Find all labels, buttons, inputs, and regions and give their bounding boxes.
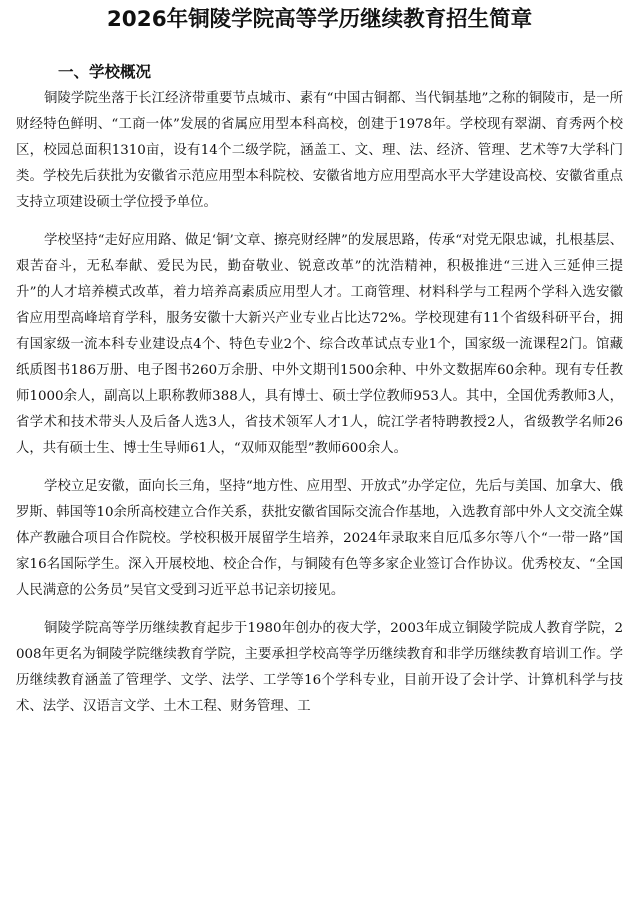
- document-title: 2026年铜陵学院高等学历继续教育招生简章: [106, 7, 533, 32]
- section-heading-school-overview: 一、学校概况: [58, 63, 152, 81]
- paragraph-international-cooperation: 学校立足安徽，面向长三角，坚持“地方性、应用型、开放式”办学定位，先后与美国、加拿大、俄罗斯、韩国等10余所高校建立合作关系，获批安徽省国际交流合作基地，入选教育部中外人文交流全媒体产教融合项目合作院校。学校积极开展留学生培养，2024年录取来自厄瓜多尔等八个“一带一路”国家16名国际学生。深入开展校地、校企合作，与铜陵有色等多家企业签订合作协议。优秀校友、“全国人民满意的公务员”吴官文受到习近平总书记亲切接见。: [16, 479, 623, 598]
- paragraph-continuing-education: 铜陵学院高等学历继续教育起步于1980年创办的夜大学，2003年成立铜陵学院成人教育学院，2008年更名为铜陵学院继续教育学院，主要承担学校高等学历继续教育和非学历继续教育培训工作。学历继续教育涵盖了管理学、文学、法学、工学等16个学科专业，目前开设了会计学、计算机科学与技术、法学、汉语言文学、土木工程、财务管理、工: [16, 621, 623, 714]
- paragraph-location-overview: 铜陵学院坐落于长江经济带重要节点城市、素有“中国古铜都、当代铜基地”之称的铜陵市，是一所财经特色鲜明、“工商一体”发展的省属应用型本科高校，创建于1978年。学校现有翠湖、育秀两个校区，校园总面积1310亩，设有14个二级学院，涵盖工、文、理、法、经济、管理、艺术等7大学科门类。学校先后获批为安徽省示范应用型本科院校、安徽省地方应用型高水平大学建设高校、安徽省重点支持立项建设硕士学位授予单位。: [16, 91, 623, 210]
- paragraph-development-faculty: 学校坚持“走好应用路、做足‘铜’文章、擦亮财经牌”的发展思路，传承“对党无限忠诚，扎根基层、艰苦奋斗，无私奉献、爱民为民，勤奋敬业、锐意改革”的沈浩精神，积极推进“三进入三延伸三提升”的人才培养模式改革，着力培养高素质应用型人才。工商管理、材料科学与工程两个学科入选安徽省应用型高峰培育学科，服务安徽十大新兴产业专业占比达72%。学校现建有11个省级科研平台，拥有国家级一流本科专业建设点4个、特色专业2个、综合改革试点专业1个，国家级一流课程2门。馆藏纸质图书186万册、电子图书260万余册、中外文期刊1500余种、中外文数据库60余种。现有专任教师1000余人，副高以上职称教师388人，具有博士、硕士学位教师953人。其中，全国优秀教师3人，省学术和技术带头人及后备人选3人，省技术领军人才1人，皖江学者特聘教授2人，省级教学名师26人，共有硕士生、博士生导师61人，“双师双能型”教师600余人。: [16, 233, 623, 456]
